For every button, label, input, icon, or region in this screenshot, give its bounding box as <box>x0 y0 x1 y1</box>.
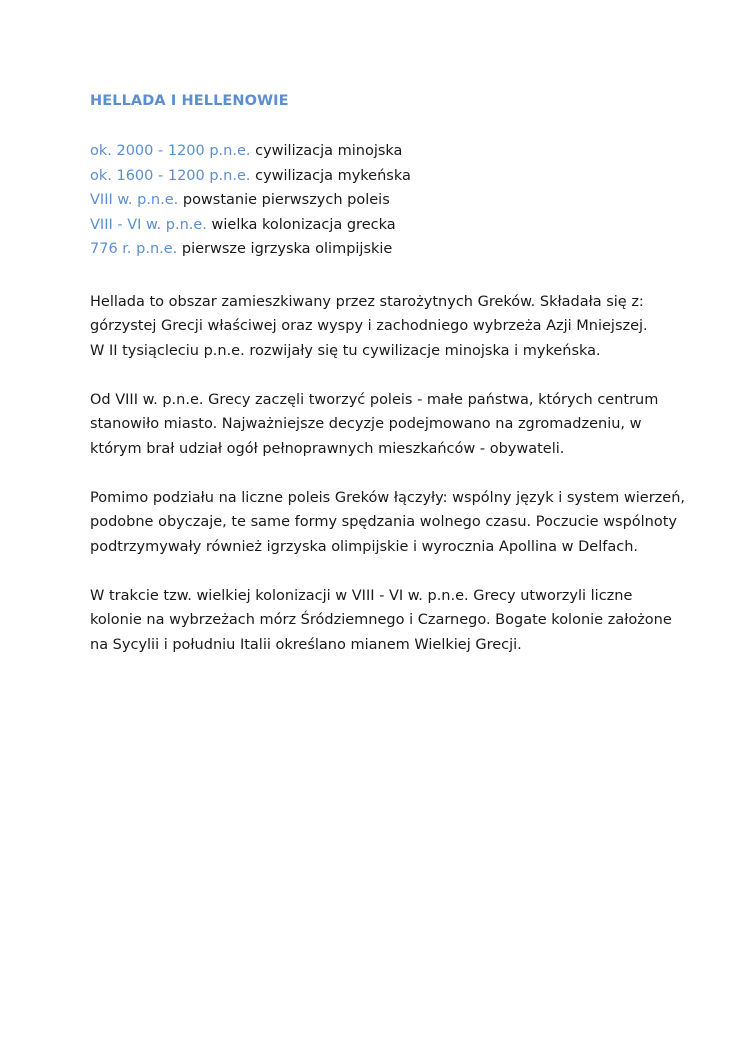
paragraph-wspolnota <box>90 486 690 560</box>
timeline-event: cywilizacja minojska <box>255 143 403 159</box>
document-page <box>90 90 690 682</box>
timeline-date: VIII - VI w. p.n.e. <box>90 216 207 233</box>
paragraph-poleis <box>90 388 690 462</box>
paragraph-line: na Sycylii i południu Italii określano mianem Wielkiej Grecji. <box>90 636 522 653</box>
paragraph-line: Od VIII w. p.n.e. Grecy zaczęli tworzyć poleis - małe państwa, których centrum <box>90 391 659 408</box>
timeline-date: 776 r. p.n.e. <box>90 241 178 257</box>
timeline-event: powstanie pierwszych poleis <box>182 192 390 208</box>
paragraph-line: W II tysiącleciu p.n.e. rozwijały się tu cywilizacje minojska i mykeńska. <box>90 342 601 359</box>
timeline-item <box>90 213 690 238</box>
paragraph-line: którym brał udział ogół pełnoprawnych mieszkańców - obywateli. <box>90 440 565 457</box>
timeline-date: ok. 2000 - 1200 p.n.e. <box>90 143 251 159</box>
paragraph-kolonizacja <box>90 584 690 658</box>
paragraph-line: W trakcie tzw. wielkiej kolonizacji w VIII - VI w. p.n.e. Grecy utworzyli liczne <box>90 587 633 604</box>
paragraph-line: kolonie na wybrzeżach mórz Śródziemnego i Czarnego. Bogate kolonie założone <box>90 612 672 628</box>
paragraph-line: górzystej Grecji właściwej oraz wyspy i zachodniego wybrzeża Azji Mniejszej. <box>90 318 648 334</box>
timeline-event: cywilizacja mykeńska <box>255 167 411 184</box>
paragraph-line: Hellada to obszar zamieszkiwany przez starożytnych Greków. Składała się z: <box>90 293 644 310</box>
timeline-item <box>90 164 690 189</box>
timeline-item <box>90 188 690 213</box>
page-title: HELLADA I HELLENOWIE <box>90 93 289 109</box>
timeline-date: VIII w. p.n.e. <box>90 192 179 208</box>
paragraph-line: podtrzymywały również igrzyska olimpijskie i wyrocznia Apollina w Delfach. <box>90 538 639 555</box>
paragraph-line: Pomimo podziału na liczne poleis Greków łączyły: wspólny język i system wierzeń, <box>90 489 685 506</box>
paragraph-line: stanowiło miasto. Najważniejsze decyzje podejmowano na zgromadzeniu, w <box>90 416 642 432</box>
timeline-item <box>90 237 690 262</box>
timeline-date: ok. 1600 - 1200 p.n.e. <box>90 167 251 184</box>
timeline-event: wielka kolonizacja grecka <box>211 216 396 233</box>
timeline-item <box>90 139 690 164</box>
paragraph-line: podobne obyczaje, te same formy spędzania wolnego czasu. Poczucie wspólnoty <box>90 514 678 530</box>
paragraph-hellada <box>90 290 690 364</box>
timeline-list <box>90 139 690 262</box>
timeline-event: pierwsze igrzyska olimpijskie <box>181 241 393 257</box>
